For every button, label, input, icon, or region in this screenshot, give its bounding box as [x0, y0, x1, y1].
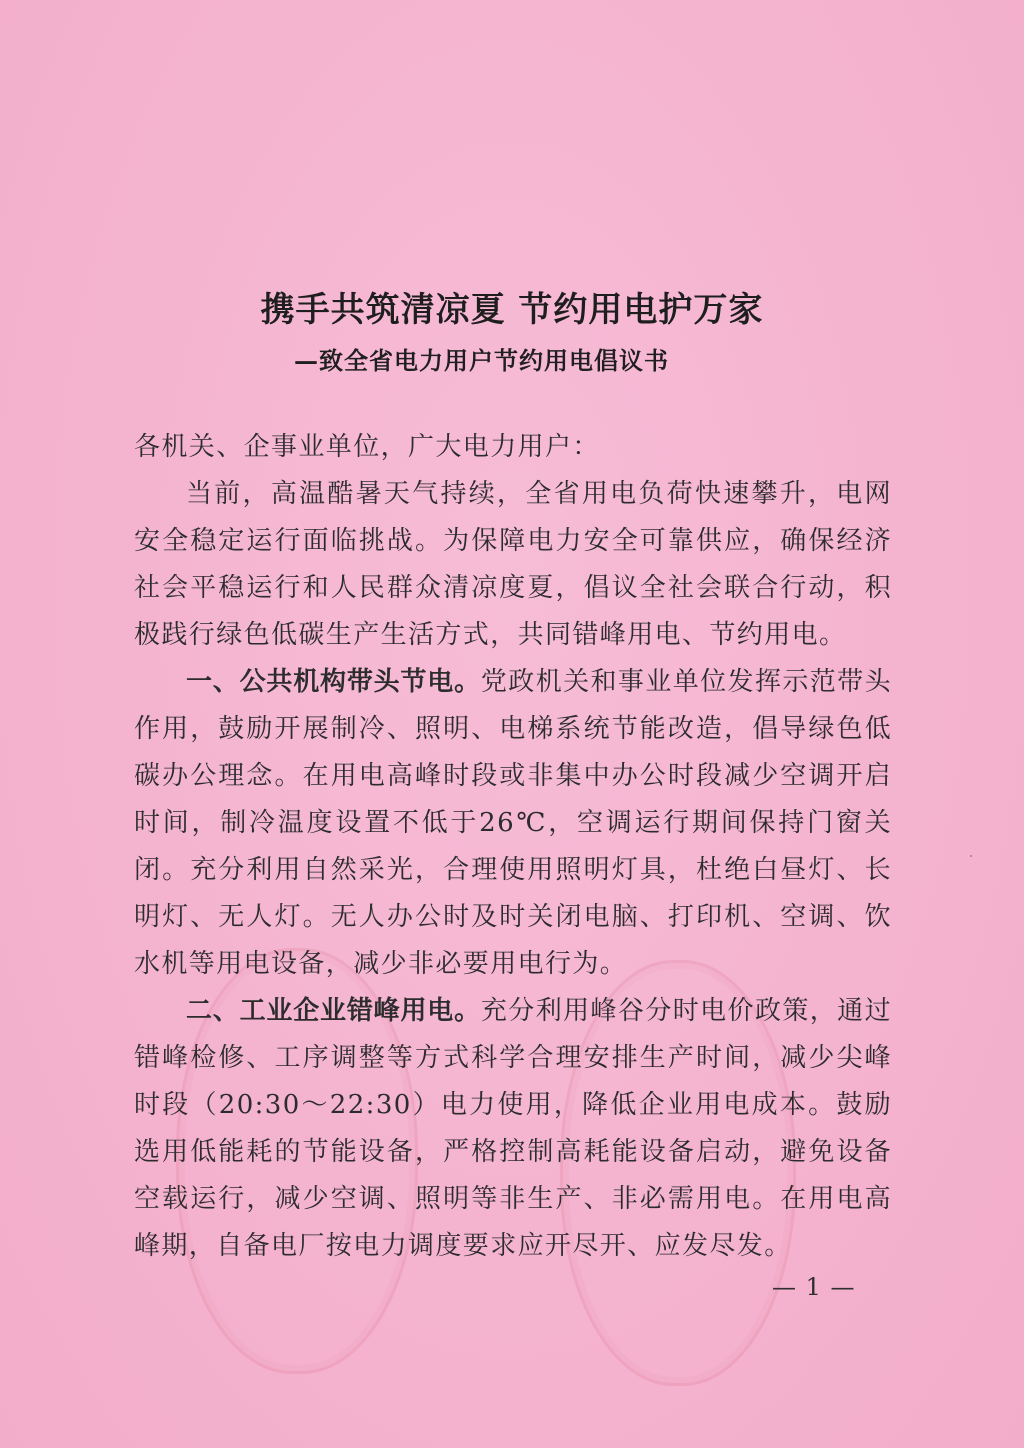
document-body: [134, 424, 892, 1270]
paragraph-text: 充分利用峰谷分时电价政策，通过错峰检修、工序调整等方式科学合理安排生产时间，减少尖峰时段（20:30～22:30）电力使用，降低企业用电成本。鼓励选用低能耗的节能设备，严格控制高耗能设备启动，避免设备空载运行，减少空调、照明等非生产、非必需用电。在用电高峰期，自备电厂按电力调度要求应开尽开、应发尽发。: [134, 996, 892, 1261]
paragraph-heading: 一、公共机构带头节电。: [186, 667, 481, 697]
salutation: 各机关、企事业单位，广大电力用户：: [134, 432, 600, 462]
paragraph-industrial-enterprises: [134, 988, 892, 1270]
scan-speck: [970, 855, 972, 857]
paragraph-public-institutions: [134, 659, 892, 988]
paragraph-text: 当前，高温酷暑天气持续，全省用电负荷快速攀升，电网安全稳定运行面临挑战。为保障电力安全可靠供应，确保经济社会平稳运行和人民群众清凉度夏，倡议全社会联合行动，积极践行绿色低碳生产生活方式，共同错峰用电、节约用电。: [134, 479, 892, 650]
page-number: — 1 —: [772, 1273, 856, 1301]
document-subtitle: —致全省电力用户节约用电倡议书: [294, 346, 669, 375]
document-title: 携手共筑清凉夏 节约用电护万家: [260, 290, 764, 330]
paragraph-text: 党政机关和事业单位发挥示范带头作用，鼓励开展制冷、照明、电梯系统节能改造，倡导绿色低碳办公理念。在用电高峰时段或非集中办公时段减少空调开启时间，制冷温度设置不低于26℃，空调运行期间保持门窗关闭。充分利用自然采光，合理使用照明灯具，杜绝白昼灯、长明灯、无人灯。无人办公时及时关闭电脑、打印机、空调、饮水机等用电设备，减少非必要用电行为。: [134, 667, 892, 979]
paragraph-heading: 二、工业企业错峰用电。: [186, 996, 481, 1026]
paragraph-intro: [134, 471, 892, 659]
